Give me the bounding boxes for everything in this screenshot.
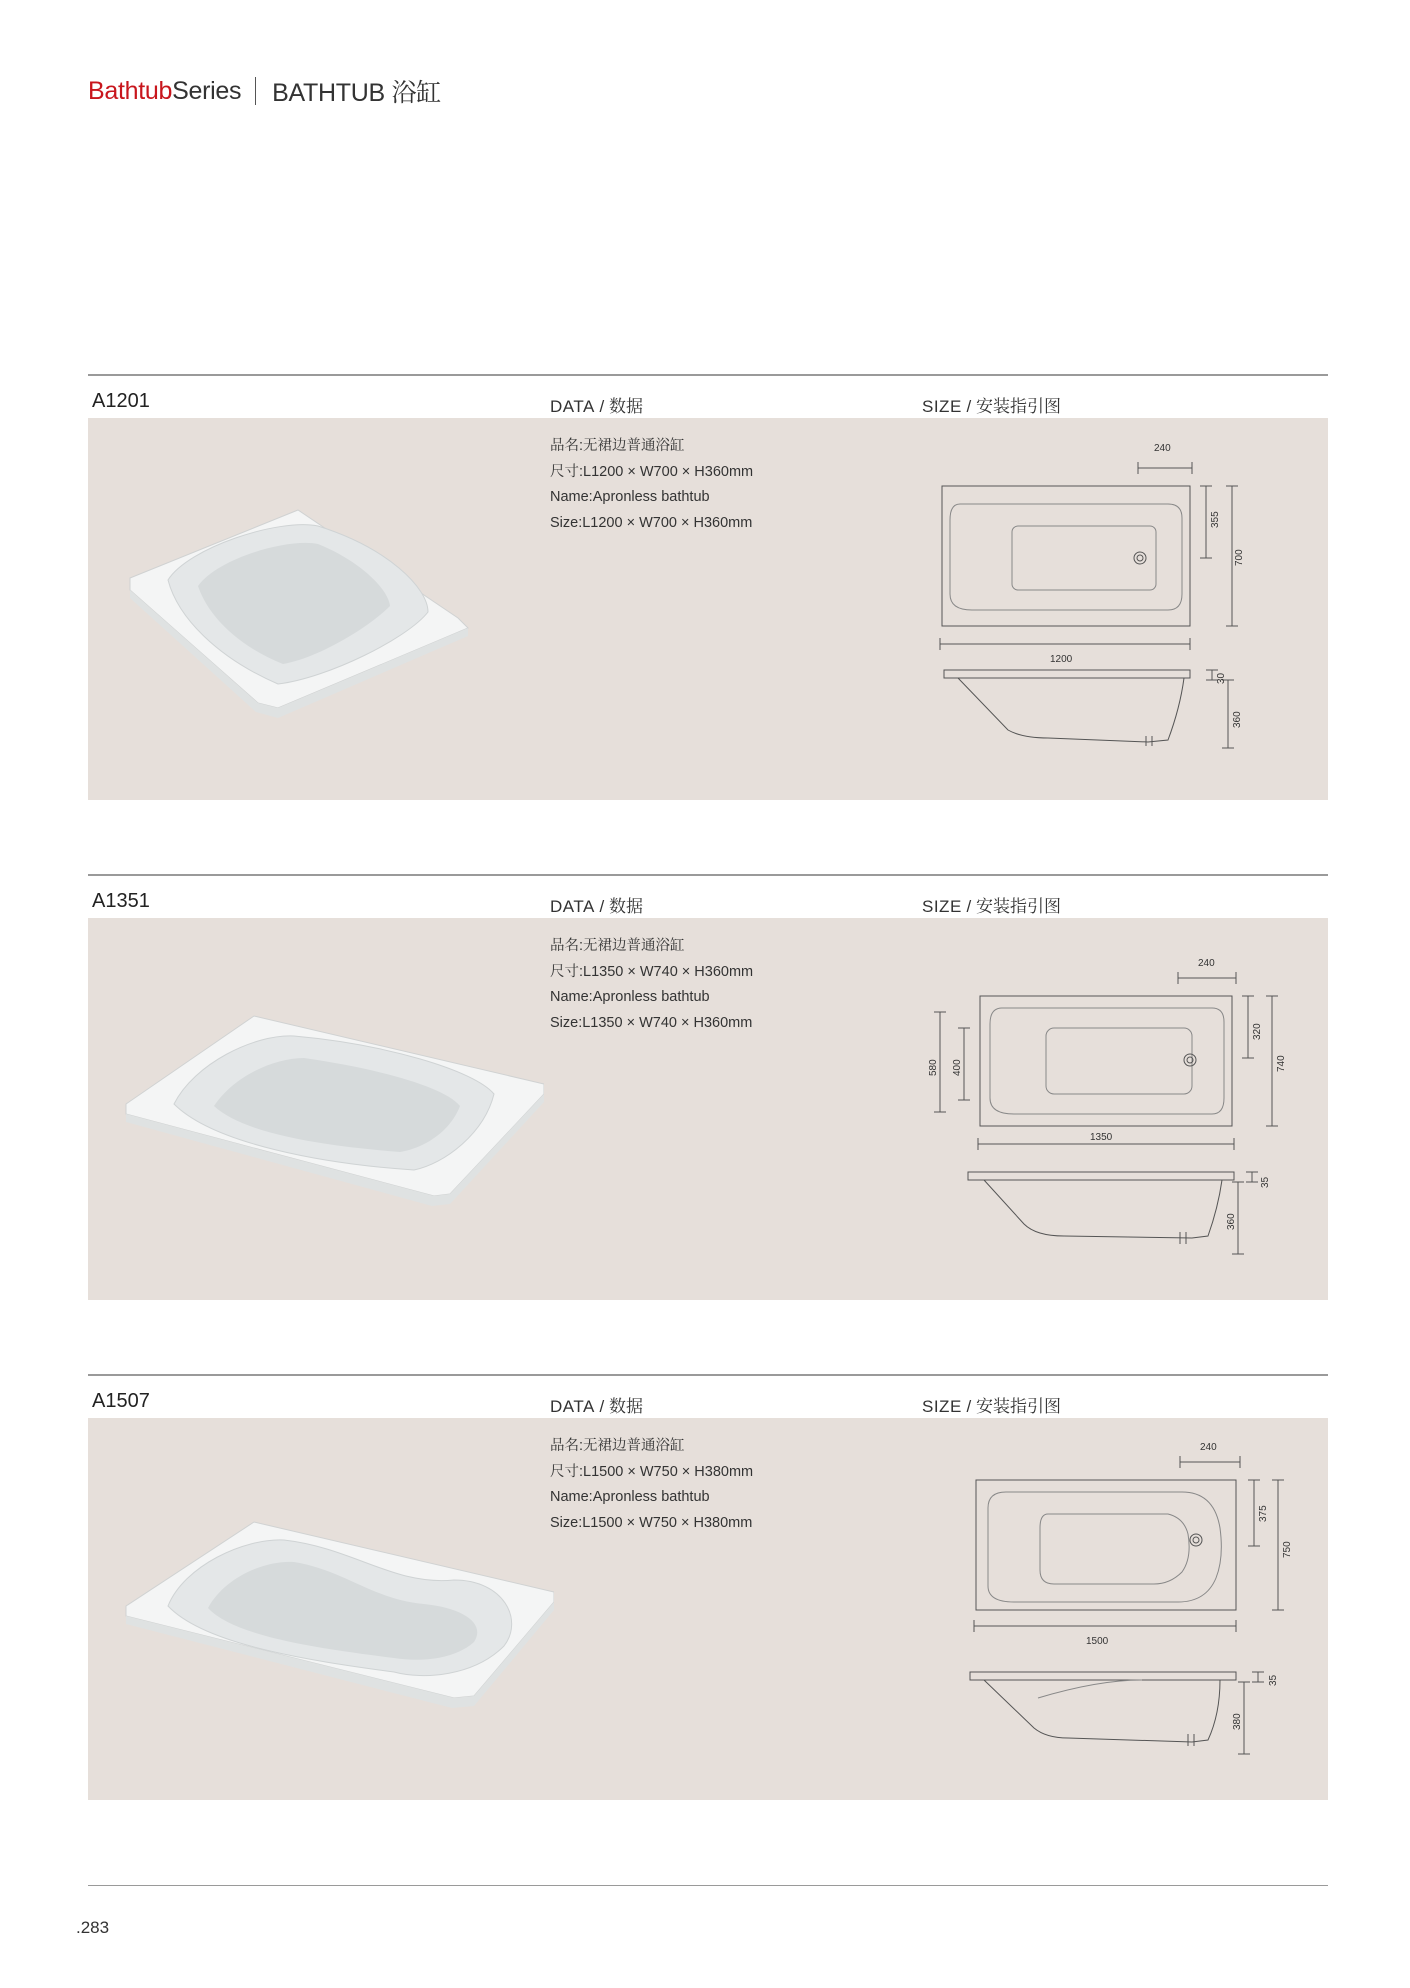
dim-width: 700 <box>1234 549 1245 566</box>
dim-half-width: 375 <box>1258 1505 1269 1522</box>
dim-width: 750 <box>1282 1541 1293 1558</box>
product-a1351 <box>88 874 1328 1300</box>
spec-name-en: Name:Apronless bathtub <box>550 489 710 505</box>
dim-half-width: 320 <box>1252 1023 1263 1040</box>
dim-rim: 35 <box>1260 1176 1271 1188</box>
section-divider <box>88 874 1328 876</box>
spec-name-cn: 品名:无裙边普通浴缸 <box>550 438 685 454</box>
spec-size-en: Size:L1350 × W740 × H360mm <box>550 1014 753 1031</box>
data-label: DATA / 数据 <box>550 897 643 916</box>
size-label: SIZE / 安装指引图 <box>922 897 1061 916</box>
data-label: DATA / 数据 <box>550 397 643 416</box>
dim-left-inner: 400 <box>952 1059 963 1076</box>
product-code: A1201 <box>92 390 150 412</box>
installation-drawing <box>88 418 1328 800</box>
page-header <box>88 74 441 108</box>
dim-height: 360 <box>1226 1213 1237 1230</box>
spec-name-cn: 品名:无裙边普通浴缸 <box>550 1438 685 1454</box>
size-label: SIZE / 安装指引图 <box>922 1397 1061 1416</box>
spec-size-en: Size:L1200 × W700 × H360mm <box>550 514 753 531</box>
installation-drawing <box>88 918 1328 1300</box>
dim-rim: 30 <box>1216 672 1227 684</box>
dim-width: 740 <box>1276 1055 1287 1072</box>
series-title-red: Bathtub <box>88 76 173 105</box>
section-divider <box>88 374 1328 376</box>
spec-size-cn: 尺寸:L1500 × W750 × H380mm <box>550 1463 754 1480</box>
spec-size-en: Size:L1500 × W750 × H380mm <box>550 1514 753 1531</box>
dim-height: 360 <box>1232 711 1243 728</box>
dim-top-offset: 240 <box>1200 1442 1217 1453</box>
spec-name-cn: 品名:无裙边普通浴缸 <box>550 938 685 954</box>
product-a1201 <box>88 374 1328 800</box>
dim-top-offset: 240 <box>1198 958 1215 969</box>
spec-name-en: Name:Apronless bathtub <box>550 1489 710 1505</box>
header-divider <box>255 77 256 105</box>
dim-height: 380 <box>1232 1713 1243 1730</box>
product-panel <box>88 918 1328 1300</box>
category-title: BATHTUB 浴缸 <box>272 79 441 107</box>
spec-size-cn: 尺寸:L1350 × W740 × H360mm <box>550 963 754 980</box>
product-panel <box>88 418 1328 800</box>
series-title-rest: Series <box>172 76 242 105</box>
dim-half-width: 355 <box>1210 511 1221 528</box>
installation-drawing <box>88 1418 1328 1800</box>
product-code: A1507 <box>92 1390 150 1412</box>
footer-divider <box>88 1885 1328 1886</box>
dim-top-offset: 240 <box>1154 443 1171 454</box>
product-panel <box>88 1418 1328 1800</box>
spec-size-cn: 尺寸:L1200 × W700 × H360mm <box>550 463 754 480</box>
spec-name-en: Name:Apronless bathtub <box>550 989 710 1005</box>
size-label: SIZE / 安装指引图 <box>922 397 1061 416</box>
page-number: .283 <box>76 1918 110 1937</box>
dim-length: 1500 <box>1086 1636 1109 1647</box>
dim-length: 1350 <box>1090 1132 1113 1143</box>
product-a1507 <box>88 1374 1328 1800</box>
dim-left-outer: 580 <box>928 1059 939 1076</box>
section-divider <box>88 1374 1328 1376</box>
dim-rim: 35 <box>1268 1674 1279 1686</box>
dim-length: 1200 <box>1050 654 1073 665</box>
data-label: DATA / 数据 <box>550 1397 643 1416</box>
product-code: A1351 <box>92 890 150 912</box>
